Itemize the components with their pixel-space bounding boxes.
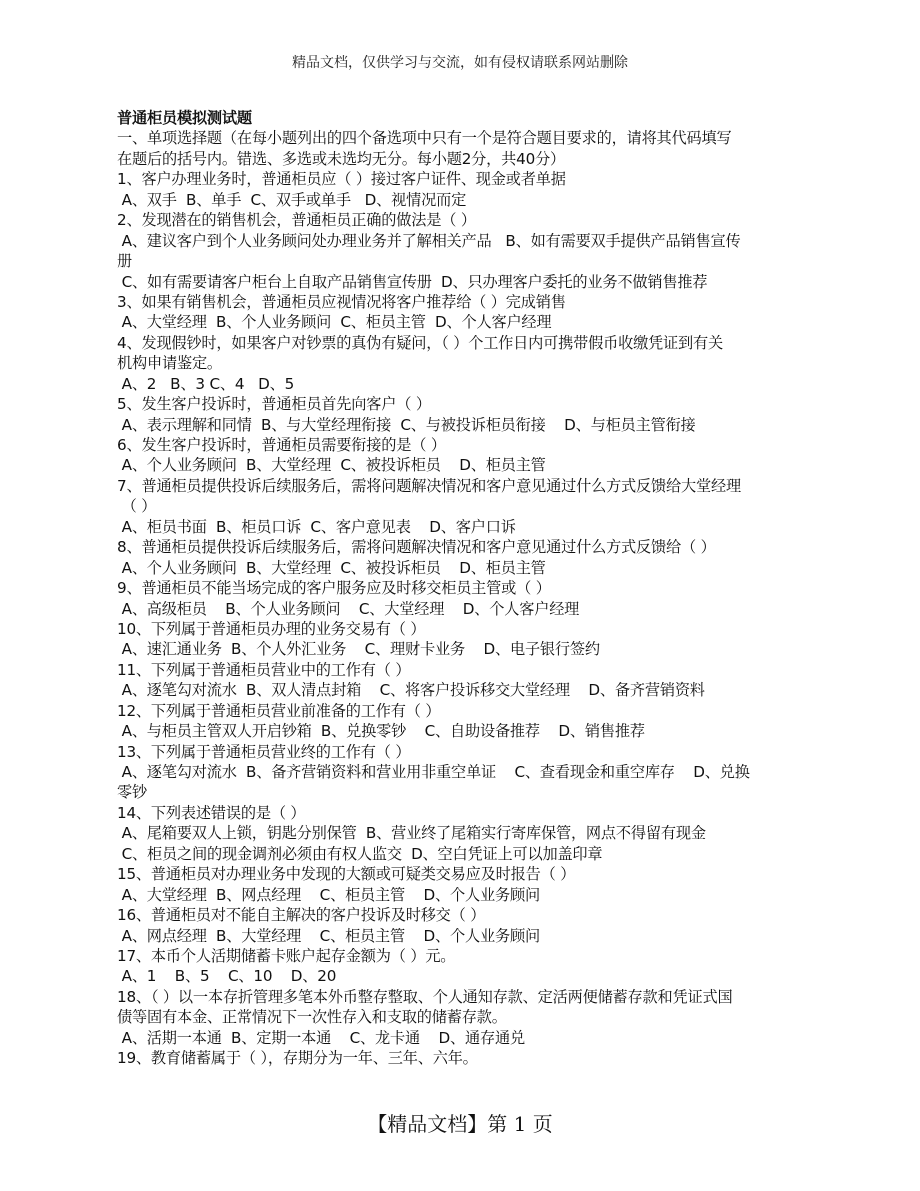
document-body — [117, 108, 807, 1069]
text-line: A、个人业务顾问 B、大堂经理 C、被投诉柜员 D、柜员主管 — [117, 456, 546, 475]
text-line: 10、下列属于普通柜员办理的业务交易有（ ） — [117, 619, 426, 638]
text-line: 在题后的括号内。错选、多选或未选均无分。每小题2分，共40分） — [117, 149, 566, 168]
text-line: 册 — [117, 252, 132, 271]
text-line: A、表示理解和同情 B、与大堂经理衔接 C、与被投诉柜员衔接 D、与柜员主管衔接 — [117, 415, 696, 434]
text-line: 2、发现潜在的销售机会，普通柜员正确的做法是（ ） — [117, 211, 476, 230]
text-line: A、柜员书面 B、柜员口诉 C、客户意见表 D、客户口诉 — [117, 517, 516, 536]
page-header: 精品文档，仅供学习与交流，如有侵权请联系网站删除 — [292, 55, 628, 71]
text-line: 3、如果有销售机会，普通柜员应视情况将客户推荐给（ ）完成销售 — [117, 292, 566, 311]
text-line: 19、教育储蓄属于（ ），存期分为一年、三年、六年。 — [117, 1049, 478, 1068]
text-line: 17、本币个人活期储蓄卡账户起存金额为（ ）元。 — [117, 946, 456, 965]
text-line: A、逐笔勾对流水 B、双人清点封箱 C、将客户投诉移交大堂经理 D、备齐营销资料 — [117, 681, 705, 700]
text-line: 7、普通柜员提供投诉后续服务后，需将问题解决情况和客户意见通过什么方式反馈给大堂经理 — [117, 476, 741, 495]
text-line: A、双手 B、单手 C、双手或单手 D、视情况而定 — [117, 190, 467, 209]
text-line: A、网点经理 B、大堂经理 C、柜员主管 D、个人业务顾问 — [117, 926, 540, 945]
text-line: A、逐笔勾对流水 B、备齐营销资料和营业用非重空单证 C、查看现金和重空库存 D、兑换 — [117, 763, 750, 781]
page-footer: 【精品文档】第 1 页 — [367, 1112, 553, 1136]
text-line: 5、发生客户投诉时，普通柜员首先向客户（ ） — [117, 395, 431, 414]
text-line: 12、下列属于普通柜员营业前准备的工作有（ ） — [117, 701, 441, 720]
text-line: A、高级柜员 B、个人业务顾问 C、大堂经理 D、个人客户经理 — [117, 599, 580, 618]
text-line: 零钞 — [117, 783, 147, 802]
text-line: A、与柜员主管双人开启钞箱 B、兑换零钞 C、自助设备推荐 D、销售推荐 — [117, 722, 645, 741]
text-line: C、柜员之间的现金调剂必须由有权人监交 D、空白凭证上可以加盖印章 — [117, 844, 603, 863]
text-line: 16、普通柜员对不能自主解决的客户投诉及时移交（ ） — [117, 906, 486, 925]
question-list — [117, 128, 807, 1068]
text-line: A、建议客户到个人业务顾问处办理业务并了解相关产品 B、如有需要双手提供产品销售宣传 — [117, 231, 741, 250]
text-line: A、活期一本通 B、定期一本通 C、龙卡通 D、通存通兑 — [117, 1028, 525, 1047]
text-line: 15、普通柜员对办理业务中发现的大额或可疑类交易应及时报告（ ） — [117, 865, 576, 884]
text-line: 6、发生客户投诉时，普通柜员需要衔接的是（ ） — [117, 436, 446, 454]
text-line: 机构申请鉴定。 — [117, 354, 222, 373]
text-line: A、1 B、5 C、10 D、20 — [117, 967, 337, 986]
text-line: A、个人业务顾问 B、大堂经理 C、被投诉柜员 D、柜员主管 — [117, 558, 546, 577]
text-line: 8、普通柜员提供投诉后续服务后，需将问题解决情况和客户意见通过什么方式反馈给（ ） — [117, 538, 716, 557]
text-line: 9、普通柜员不能当场完成的客户服务应及时移交柜员主管或（ ） — [117, 579, 551, 598]
text-line: A、2 B、3 C、4 D、5 — [117, 374, 295, 393]
text-line: 债等固有本金、正常情况下一次性存入和支取的储蓄存款。 — [117, 1008, 507, 1027]
text-line: （ ） — [117, 497, 157, 516]
text-line: A、大堂经理 B、网点经理 C、柜员主管 D、个人业务顾问 — [117, 885, 540, 904]
text-line: A、尾箱要双人上锁，钥匙分别保管 B、营业终了尾箱实行寄库保管，网点不得留有现金 — [117, 824, 706, 843]
text-line: 14、下列表述错误的是（ ） — [117, 803, 306, 822]
text-line: 18、（ ）以一本存折管理多笔本外币整存整取、个人通知存款、定活两便储蓄存款和凭证式国 — [117, 987, 733, 1006]
text-line: 13、下列属于普通柜员营业终的工作有（ ） — [117, 742, 411, 761]
text-line: A、速汇通业务 B、个人外汇业务 C、理财卡业务 D、电子银行签约 — [117, 640, 600, 659]
text-line: A、大堂经理 B、个人业务顾问 C、柜员主管 D、个人客户经理 — [117, 313, 552, 332]
text-line: 一、单项选择题（在每小题列出的四个备选项中只有一个是符合题目要求的，请将其代码填写 — [117, 129, 732, 148]
document-title: 普通柜员模拟测试题 — [117, 109, 252, 127]
text-line: C、如有需要请客户柜台上自取产品销售宣传册 D、只办理客户委托的业务不做销售推荐 — [117, 272, 708, 291]
text-line: 1、客户办理业务时，普通柜员应（ ）接过客户证件、现金或者单据 — [117, 170, 566, 189]
text-line: 4、发现假钞时，如果客户对钞票的真伪有疑问，（ ）个工作日内可携带假币收缴凭证到有关 — [117, 333, 723, 352]
text-line: 11、下列属于普通柜员营业中的工作有（ ） — [117, 660, 411, 679]
